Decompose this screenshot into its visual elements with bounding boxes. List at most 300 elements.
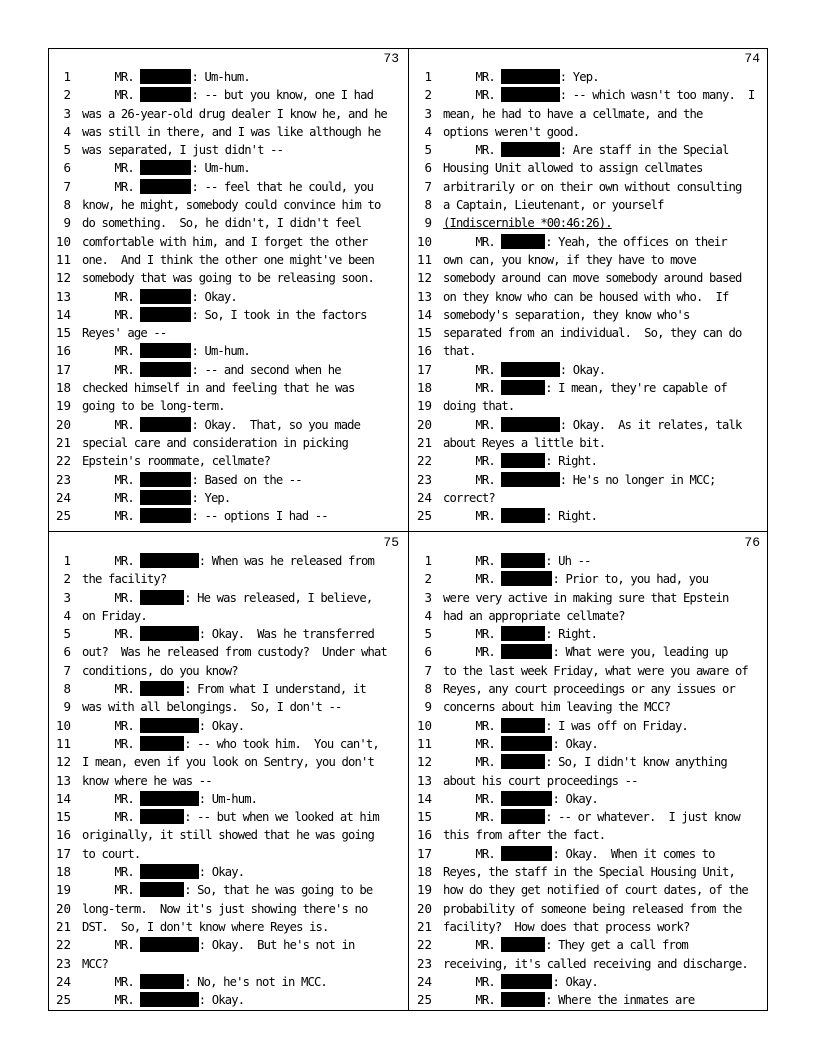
line-number: 11 (55, 251, 71, 267)
line-number: 25 (55, 992, 71, 1008)
redaction-box (140, 791, 198, 806)
transcript-line (410, 507, 768, 525)
redaction-box (501, 644, 552, 659)
transcript-line (410, 625, 768, 643)
line-number: 2 (63, 87, 71, 103)
transcript-line (410, 698, 768, 716)
transcript-line (410, 306, 768, 324)
text-segment: : He's no longer in MCC; (559, 472, 716, 487)
line-text (443, 324, 762, 342)
text-segment: MR. (82, 88, 141, 103)
line-text (443, 196, 762, 214)
transcript-line (49, 489, 407, 507)
text-segment: MR. (443, 554, 502, 568)
transcript-page (49, 49, 407, 529)
line-text (82, 269, 401, 287)
line-number: 7 (63, 662, 71, 678)
transcript-line (410, 881, 768, 899)
redaction-box (501, 472, 559, 487)
transcript-line (49, 86, 407, 104)
text-segment: options weren't good. (443, 124, 580, 139)
line-text (443, 178, 762, 196)
line-text (443, 900, 762, 918)
transcript-line (410, 973, 768, 991)
text-segment: MR. (443, 362, 502, 377)
line-text (82, 735, 401, 753)
line-text (443, 589, 762, 607)
text-segment: MR. (82, 161, 141, 176)
transcript-line (49, 214, 407, 232)
text-segment: was separated, I just didn't -- (82, 143, 284, 158)
transcript-line (49, 753, 407, 771)
line-text (443, 662, 762, 680)
redaction-box (140, 590, 184, 605)
transcript-line (49, 471, 407, 489)
line-text (82, 214, 401, 232)
text-segment: : -- who took him. You can't, (184, 736, 379, 751)
line-text (82, 717, 401, 735)
redaction-box (140, 289, 191, 304)
text-segment: one. And I think the other one might've been (82, 252, 374, 267)
transcript-page (410, 49, 768, 529)
text-segment: somebody that was going to be releasing soon. (82, 271, 374, 286)
transcript-line (410, 361, 768, 379)
line-text (82, 416, 401, 434)
line-number: 9 (424, 699, 432, 715)
line-text (443, 233, 762, 251)
transcript-line (410, 416, 768, 434)
line-text (82, 288, 401, 306)
line-text (82, 936, 401, 954)
line-text (443, 936, 762, 954)
line-number: 21 (416, 918, 432, 934)
transcript-line (49, 233, 407, 251)
line-number: 24 (55, 489, 71, 505)
text-segment: : Prior to, you had, you (552, 572, 709, 587)
text-segment: know where he was -- (82, 773, 212, 788)
line-number: 11 (55, 735, 71, 751)
line-number: 17 (416, 845, 432, 861)
transcript-line (410, 288, 768, 306)
line-text (82, 589, 401, 607)
text-segment: : Okay. When it comes to (552, 846, 715, 861)
text-segment: MR. (82, 307, 141, 322)
transcript-line (49, 105, 407, 123)
text-segment: correct? (443, 490, 495, 505)
transcript-line (49, 416, 407, 434)
text-segment: originally, it still showed that he was going (82, 828, 374, 843)
line-text (443, 306, 762, 324)
transcript-line (410, 196, 768, 214)
line-number: 17 (55, 845, 71, 861)
redaction-box (501, 417, 559, 432)
line-text (82, 662, 401, 680)
transcript-line (410, 552, 768, 570)
text-segment: : Based on the -- (191, 472, 302, 487)
text-segment: MR. (82, 289, 141, 304)
text-segment: MR. (82, 736, 141, 751)
line-number: 17 (55, 361, 71, 377)
text-segment: MR. (443, 381, 502, 396)
text-segment: had an appropriate cellmate? (443, 608, 625, 623)
text-segment: were very active in making sure that Epstein (443, 590, 729, 605)
line-text (443, 214, 762, 232)
redaction-box (140, 864, 198, 879)
line-text (82, 141, 401, 159)
line-text (443, 342, 762, 360)
redaction-box (140, 718, 198, 733)
text-segment: MR. (82, 362, 141, 377)
line-text (82, 991, 401, 1009)
transcript-line (49, 680, 407, 698)
transcript-line (410, 717, 768, 735)
line-number: 6 (424, 644, 432, 660)
text-segment: that. (443, 344, 476, 359)
line-text (443, 881, 762, 899)
text-segment: : He was released, I believe, (184, 590, 373, 605)
redaction-box (501, 736, 552, 751)
line-text (82, 178, 401, 196)
text-segment: MR. (443, 88, 502, 103)
line-number: 21 (55, 434, 71, 450)
line-number: 15 (416, 325, 432, 341)
line-text (82, 251, 401, 269)
text-segment: Epstein's roommate, cellmate? (82, 454, 271, 469)
transcript-line (410, 324, 768, 342)
transcript-line (410, 643, 768, 661)
line-text (82, 845, 401, 863)
line-number: 8 (424, 197, 432, 213)
line-number: 2 (424, 87, 432, 103)
transcript-line (410, 251, 768, 269)
line-number: 25 (416, 992, 432, 1008)
transcript-line (410, 735, 768, 753)
line-text (443, 772, 762, 790)
text-segment: MR. (443, 645, 502, 660)
text-segment: : Right. (545, 509, 598, 524)
transcript-page (49, 533, 407, 1013)
line-number: 23 (55, 955, 71, 971)
text-segment: receiving, it's called receiving and discharge. (443, 956, 748, 971)
line-number: 5 (63, 142, 71, 158)
line-number: 21 (55, 918, 71, 934)
line-number: 18 (416, 380, 432, 396)
text-segment: the facility? (82, 572, 167, 587)
text-segment: : Okay. (198, 865, 245, 880)
line-number: 12 (55, 270, 71, 286)
line-text (443, 416, 762, 434)
text-segment: MR. (82, 865, 141, 880)
redaction-box (501, 974, 552, 989)
text-segment: : Okay. (552, 791, 598, 806)
text-segment: long-term. Now it's just showing there's no (82, 901, 368, 916)
transcript-line (49, 662, 407, 680)
line-text (82, 324, 401, 342)
redaction-box (501, 937, 545, 952)
transcript-line (410, 452, 768, 470)
line-number: 9 (424, 215, 432, 231)
redaction-box (140, 974, 184, 989)
redaction-box (140, 626, 198, 641)
transcript-line (49, 881, 407, 899)
line-number: 4 (424, 123, 432, 139)
redaction-box (140, 417, 191, 432)
redaction-box (140, 736, 184, 751)
text-segment: : Where the inmates are (545, 993, 695, 1008)
transcript-line (49, 570, 407, 588)
transcript-line (410, 471, 768, 489)
transcript-line (410, 214, 768, 232)
text-segment: : -- options I had -- (191, 509, 328, 524)
line-text (443, 105, 762, 123)
transcript-line (49, 991, 407, 1009)
transcript-line (410, 68, 768, 86)
redaction-box (501, 809, 545, 824)
transcript-line (49, 845, 407, 863)
line-text (443, 489, 762, 507)
text-segment: out? Was he released from custody? Under what (82, 645, 387, 660)
line-text (82, 86, 401, 104)
transcript-line (410, 808, 768, 826)
transcript-line (49, 552, 407, 570)
line-text (82, 159, 401, 177)
transcript-line (410, 86, 768, 104)
redaction-box (140, 937, 198, 952)
text-segment: Reyes, the staff in the Special Housing Unit, (443, 865, 735, 880)
text-segment: MR. (82, 974, 141, 989)
text-segment: somebody's separation, they know who's (443, 307, 690, 322)
line-text (82, 808, 401, 826)
line-number: 3 (424, 589, 432, 605)
line-text (82, 625, 401, 643)
line-text (82, 790, 401, 808)
line-number: 18 (55, 380, 71, 396)
transcript-line (410, 342, 768, 360)
text-segment: : -- which wasn't too many. I (559, 88, 755, 103)
line-text (443, 955, 762, 973)
line-number: 19 (55, 882, 71, 898)
text-segment: : Are staff in the Special (559, 143, 729, 158)
text-segment: MR. (82, 472, 141, 487)
line-number: 8 (424, 681, 432, 697)
line-number: 16 (416, 827, 432, 843)
text-segment: how do they get notified of court dates, of the (443, 883, 748, 898)
text-segment: was a 26-year-old drug dealer I know he, and he (82, 106, 387, 121)
line-text (82, 105, 401, 123)
text-segment: : -- or whatever. I just know (545, 810, 740, 825)
text-segment: : I was off on Friday. (545, 718, 688, 733)
text-segment: : -- feel that he could, you (191, 179, 374, 194)
transcript-line (410, 178, 768, 196)
redaction-box (140, 343, 191, 358)
page-lines (49, 68, 407, 525)
line-number: 13 (55, 772, 71, 788)
text-segment: MR. (82, 883, 141, 898)
transcript-sheet (48, 48, 768, 1011)
line-number: 2 (63, 571, 71, 587)
line-text (443, 68, 762, 86)
redaction-box (140, 553, 198, 568)
transcript-line (410, 863, 768, 881)
redaction-box (140, 179, 191, 194)
redaction-box (140, 882, 184, 897)
vertical-divider (408, 49, 409, 1010)
transcript-line (49, 123, 407, 141)
line-text (82, 196, 401, 214)
line-text (443, 141, 762, 159)
line-number: 25 (55, 508, 71, 524)
text-segment: Reyes, any court proceedings or any issues or (443, 682, 735, 697)
line-text (443, 680, 762, 698)
transcript-line (49, 452, 407, 470)
text-segment: : What were you, leading up (552, 645, 728, 660)
page-lines (49, 552, 407, 1009)
line-text (443, 808, 762, 826)
page-number: 73 (383, 51, 399, 66)
transcript-line (49, 397, 407, 415)
text-segment: MR. (443, 736, 502, 751)
line-number: 15 (55, 809, 71, 825)
line-number: 7 (63, 178, 71, 194)
text-segment: : Okay. But he's not in (198, 938, 355, 953)
transcript-line (49, 826, 407, 844)
text-segment: MR. (82, 627, 141, 642)
line-number: 19 (416, 398, 432, 414)
transcript-line (410, 845, 768, 863)
transcript-line (49, 973, 407, 991)
transcript-line (410, 936, 768, 954)
text-segment: : So, I didn't know anything (545, 755, 727, 770)
line-number: 8 (63, 681, 71, 697)
redaction-box (501, 142, 559, 157)
redaction-box (140, 87, 191, 102)
line-number: 20 (416, 900, 432, 916)
redaction-box (501, 380, 545, 395)
redaction-box (501, 626, 545, 641)
transcript-line (410, 141, 768, 159)
line-number: 16 (55, 827, 71, 843)
line-text (443, 251, 762, 269)
line-text (82, 233, 401, 251)
line-text (443, 434, 762, 452)
line-number: 11 (416, 735, 432, 751)
line-number: 21 (416, 434, 432, 450)
line-number: 20 (416, 416, 432, 432)
text-segment: MR. (82, 938, 141, 953)
transcript-line (410, 397, 768, 415)
redaction-box (140, 472, 191, 487)
text-segment: MR. (82, 682, 141, 697)
text-segment: MR. (443, 143, 502, 158)
line-number: 1 (424, 553, 432, 568)
line-text (443, 735, 762, 753)
text-segment: a Captain, Lieutenant, or yourself (443, 198, 664, 213)
line-number: 12 (55, 754, 71, 770)
text-segment: : Okay. (552, 974, 598, 989)
line-number: 5 (63, 626, 71, 642)
transcript-line (49, 361, 407, 379)
transcript-line (410, 991, 768, 1009)
text-segment: : Uh -- (545, 554, 591, 568)
line-number: 16 (55, 343, 71, 359)
text-segment: MR. (82, 993, 141, 1008)
line-text (82, 900, 401, 918)
line-number: 15 (416, 809, 432, 825)
text-segment: : Yep. (191, 490, 231, 505)
line-text (443, 717, 762, 735)
text-segment: arbitrarily or on their own without consulting (443, 179, 742, 194)
text-segment: : Right. (545, 454, 598, 469)
text-segment: separated from an individual. So, they can do (443, 326, 742, 341)
redaction-box (140, 362, 191, 377)
transcript-line (410, 680, 768, 698)
transcript-line (410, 489, 768, 507)
text-segment: MR. (82, 70, 141, 84)
transcript-line (49, 936, 407, 954)
transcript-line (49, 735, 407, 753)
line-text (443, 991, 762, 1009)
line-text (82, 489, 401, 507)
transcript-line (49, 607, 407, 625)
line-text (443, 918, 762, 936)
line-text (443, 379, 762, 397)
redaction-box (501, 846, 552, 861)
line-number: 1 (63, 69, 71, 84)
text-segment: about Reyes a little bit. (443, 435, 606, 450)
line-number: 18 (55, 864, 71, 880)
line-number: 9 (63, 699, 71, 715)
transcript-line (49, 589, 407, 607)
line-number: 24 (416, 973, 432, 989)
line-number: 13 (416, 772, 432, 788)
text-segment: was with all belongings. So, I don't -- (82, 700, 342, 715)
line-text (82, 918, 401, 936)
line-number: 6 (63, 644, 71, 660)
text-segment: MR. (82, 417, 141, 432)
page-lines (410, 552, 768, 1009)
transcript-line (410, 105, 768, 123)
line-number: 14 (416, 790, 432, 806)
line-text (82, 361, 401, 379)
line-text (443, 397, 762, 415)
line-text (82, 772, 401, 790)
line-text (82, 68, 401, 86)
line-number: 10 (416, 717, 432, 733)
text-segment: : Okay. (191, 289, 237, 304)
line-number: 14 (55, 790, 71, 806)
transcript-line (49, 900, 407, 918)
line-number: 10 (55, 233, 71, 249)
line-text (443, 625, 762, 643)
redaction-box (501, 718, 545, 733)
text-segment: about his court proceedings -- (443, 773, 638, 788)
text-segment: : When was he released from (198, 554, 374, 568)
line-text (82, 397, 401, 415)
line-number: 22 (416, 453, 432, 469)
transcript-line (49, 306, 407, 324)
redaction-box (501, 69, 559, 84)
line-text (82, 955, 401, 973)
line-number: 22 (55, 453, 71, 469)
text-segment: MR. (443, 755, 502, 770)
text-segment: doing that. (443, 399, 515, 414)
line-number: 2 (424, 571, 432, 587)
line-text (443, 570, 762, 588)
transcript-line (410, 955, 768, 973)
line-number: 10 (55, 717, 71, 733)
transcript-line (49, 507, 407, 525)
text-segment: : Um-hum. (198, 791, 258, 806)
